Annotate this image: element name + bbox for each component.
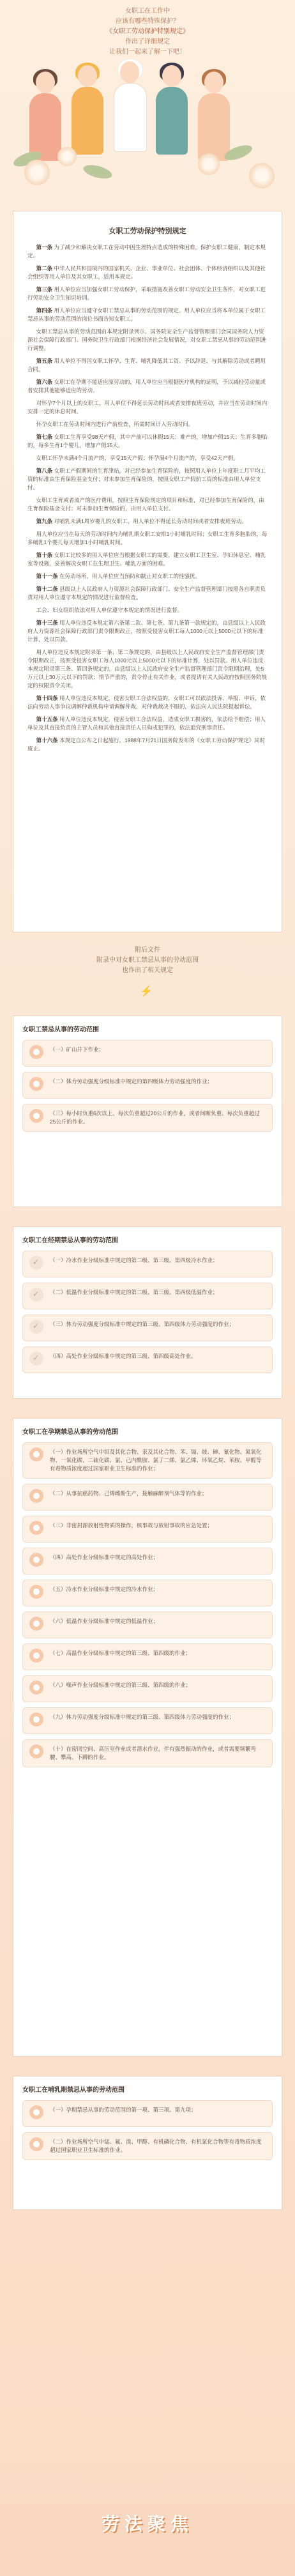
list-item (22, 1516, 273, 1543)
list-item-text: （五）冷水作业分级标准中规定的冷水作业； (50, 1586, 159, 1592)
article-label: 第九条 (36, 518, 53, 524)
article-paragraph (27, 307, 268, 323)
article-paragraph (27, 551, 268, 568)
list-item-text: （十）在密闭空间、高压室作业或者潜水作业，伴有强烈振动的作业，或者需要频繁弯腰、攀高、下蹲的作业。 (50, 1746, 257, 1760)
article-label: 第四条 (36, 307, 53, 314)
list-item (22, 1739, 273, 1767)
article-paragraph (27, 736, 268, 753)
article-text: 县级以上人民政府人力资源社会保障行政部门、安全生产监督管理部门按照各自职责负责对用人单位遵守本规定的情况进行监督检查。 (27, 586, 266, 600)
list-item-text: （九）体力劳动强度分级标准中规定的第三级、第四级体力劳动强度的作业； (50, 1714, 235, 1720)
article-text: 怀孕女职工在劳动时间内进行产前检查，所需时间计入劳动时间。 (36, 421, 194, 427)
article-paragraph (27, 606, 268, 614)
article-paragraph (27, 454, 268, 462)
list-item-text: （三）每小时负重6次以上、每次负重超过20公斤的作业，或者间断负重、每次负重超过25公斤的作业。 (50, 1110, 260, 1125)
lightning-icon: ⚡ (140, 986, 153, 997)
article-text: 用人单位应当遵守女职工禁忌从事的劳动范围的规定。用人单位应当将本单位属于女职工禁忌从事的劳动范围的岗位书面告知女职工。 (27, 307, 266, 322)
check-icon (29, 1320, 43, 1334)
list-item (22, 1040, 273, 1067)
intro-line: 也作出了相关规定 (122, 967, 173, 974)
list-item-text: （四）高处作业分级标准中规定的第三级、第四级高处作业。 (50, 1353, 197, 1359)
hero-text (0, 6, 295, 57)
article-paragraph (27, 496, 268, 513)
article-label: 第十四条 (36, 695, 58, 701)
list-item (22, 1675, 273, 1702)
article-text: 用人单位违反本规定，侵害女职工合法权益的，女职工可以依法投诉、举报、申诉，依法向劳动人事争议调解仲裁机构申请调解仲裁，对仲裁裁决不服的，依法向人民法院提起诉讼。 (27, 695, 266, 710)
bullet-icon (29, 1077, 43, 1091)
appendix-intro (0, 945, 295, 976)
article-text: 为了减少和解决女职工在劳动中因生理特点造成的特殊困难，保护女职工健康，制定本规定。 (27, 244, 266, 259)
list-item-text: （二）作业场所空气中锰、氟、溴、甲醇、有机磷化合物、有机氯化合物等有毒物质浓度超过国家职业卫生标准的作业。 (50, 2138, 262, 2153)
article-paragraph (27, 399, 268, 416)
article-text: 用人单位应当在每天的劳动时间内为哺乳期女职工安排1小时哺乳时间；女职工生育多胞胎的，每多哺乳1个婴儿每天增加1小时哺乳时间。 (27, 531, 268, 545)
article-text: 女职工生育享受98天产假，其中产前可以休假15天；难产的，增加产假15天；生育多胞胎的，每多生育1个婴儿，增加产假15天。 (27, 434, 268, 448)
article-text: 对哺乳未满1周岁婴儿的女职工，用人单位不得延长劳动时间或者安排夜班劳动。 (54, 518, 247, 524)
article-label: 第一条 (36, 244, 53, 250)
bullet-icon (29, 1521, 43, 1535)
article-paragraph (27, 467, 268, 492)
article-text: 用人单位应当加强女职工劳动保护，采取措施改善女职工劳动安全卫生条件，对女职工进行劳动安全卫生知识培训。 (27, 286, 266, 301)
article-text: 用人单位违反本规定，侵害女职工合法权益，造成女职工损害的，依法给予赔偿；用人单位及其直接负责的主管人员和其他直接责任人员构成犯罪的，依法追究刑事责任。 (27, 716, 266, 731)
article-label: 第十条 (36, 552, 53, 558)
list-item (22, 1484, 273, 1511)
article-text: 工会、妇女组织依法对用人单位遵守本规定的情况进行监督。 (36, 607, 183, 613)
article-text: 用人单位不得因女职工怀孕、生育、哺乳降低其工资、予以辞退、与其解除劳动或者聘用合同。 (27, 358, 266, 372)
article-paragraph (27, 243, 268, 260)
check-icon (29, 1352, 43, 1366)
article-text: 本规定自公布之日起施行。1988年7月21日国务院发布的《女职工劳动保护规定》同时废止。 (27, 737, 266, 752)
list-item (22, 1707, 273, 1734)
article-paragraph (27, 420, 268, 429)
list-item (22, 1643, 273, 1670)
article-label: 第十六条 (36, 737, 58, 743)
article-label: 第五条 (36, 358, 53, 364)
bullet-icon (29, 2137, 43, 2151)
hero-line: 作出了详细规定 (125, 38, 170, 45)
article-paragraph (27, 530, 268, 547)
article-text: 女职工禁忌从事的劳动范围由本规定附录列示。国务院安全生产监督管理部门会同国务院人力资源社会保障行政部门、国务院卫生行政部门根据经济社会发展情况，对女职工禁忌从事的劳动范围进行调整。 (27, 328, 267, 351)
intro-line: 附录中对女职工禁忌从事的劳动范围 (96, 957, 199, 964)
intro-line: 附后文件 (135, 947, 160, 954)
list-item-text: （三）非密封源放射性物质的操作，核事故与放射事故的应急处置； (50, 1522, 213, 1528)
list-item-text: （一）孕期禁忌从事的劳动范围的第一项、第三项、第九项； (50, 2107, 197, 2113)
list-item (22, 1072, 273, 1099)
section-title: 女职工在哺乳期禁忌从事的劳动范围 (22, 2087, 125, 2094)
article-text: 女职工怀孕未满4个月流产的，享受15天产假；怀孕满4个月流产的，享受42天产假。 (36, 455, 239, 461)
section-card (13, 2076, 282, 2210)
bullet-icon (29, 1744, 43, 1758)
section-title: 女职工在经期禁忌从事的劳动范围 (22, 1237, 118, 1244)
list-item (22, 1251, 273, 1277)
article-paragraph (27, 264, 268, 281)
bullet-icon (29, 1585, 43, 1599)
article-paragraph (27, 286, 268, 302)
regulation-card (13, 211, 282, 933)
article-paragraph (27, 619, 268, 644)
bullet-icon (29, 1045, 43, 1059)
article-paragraph (27, 648, 268, 690)
article-label: 第十三条 (36, 620, 58, 626)
list-item-text: （二）体力劳动强度分级标准中规定的第四级体力劳动强度的作业； (50, 1078, 213, 1085)
bullet-icon (29, 1447, 43, 1461)
bullet-icon (29, 1680, 43, 1695)
bullet-icon (29, 1109, 43, 1123)
section-title: 女职工禁忌从事的劳动范围 (22, 1026, 99, 1033)
bullet-icon (29, 1489, 43, 1503)
article-label: 第十二条 (36, 586, 58, 592)
article-text: 在劳动场所，用人单位应当预防和制止对女职工的性骚扰。 (59, 573, 200, 579)
bullet-icon (29, 1617, 43, 1631)
article-paragraph (27, 357, 268, 374)
article-label: 第十五条 (36, 716, 58, 722)
bullet-icon (29, 1553, 43, 1567)
article-text: 女职工产假期间的生育津贴，对已经参加生育保险的，按照用人单位上年度职工月平均工资的标准由生育保险基金支付；对未参加生育保险的，按照女职工产假前工资的标准由用人单位支付。 (27, 468, 266, 491)
regulation-title: 女职工劳动保护特别规定 (109, 227, 186, 235)
hero-banner (0, 0, 295, 211)
list-item (22, 1283, 273, 1309)
list-item-text: （二）低温作业分级标准中规定的第二级、第三级、第四级低温作业； (50, 1289, 218, 1295)
article-text: 对怀孕7个月以上的女职工，用人单位不得延长劳动时间或者安排夜班劳动，并应当在劳动时间内安排一定的休息时间。 (27, 400, 268, 415)
list-item-text: （六）低温作业分级标准中规定的低温作业； (50, 1618, 159, 1624)
article-label: 第二条 (36, 265, 53, 271)
list-item-text: （一）冷水作业分级标准中规定的第二级、第三级、第四级冷水作业； (50, 1257, 218, 1263)
list-item (22, 1580, 273, 1606)
article-paragraph (27, 585, 268, 602)
list-item-text: （七）高温作业分级标准中规定的第三级、第四级的作业； (50, 1650, 192, 1656)
list-item (22, 2132, 273, 2160)
article-paragraph (27, 378, 268, 395)
list-item (22, 2100, 273, 2127)
section-card (13, 1418, 282, 2057)
check-icon (29, 1256, 43, 1270)
article-paragraph (27, 715, 268, 732)
article-paragraph (27, 433, 268, 450)
article-label: 第三条 (36, 286, 53, 293)
list-item-text: （三）体力劳动强度分级标准中规定的第三级、第四级体力劳动强度的作业； (50, 1321, 235, 1327)
article-label: 第八条 (36, 468, 53, 474)
article-text: 女职工比较多的用人单位应当根据女职工的需要，建立女职工卫生室、孕妇休息室、哺乳室等设施，妥善解决女职工在生理卫生、哺乳方面的困难。 (27, 552, 266, 567)
list-item-text: （一）作业场所空气中铅及其化合物、汞及其化合物、苯、镉、铍、砷、氰化物、氮氧化物、一氧化碳、二硫化碳、氯、己内酰胺、氯丁二烯、氯乙烯、环氧乙烷、苯胺、甲醛等有毒物质浓度超过国家职业卫生标准的作业； (50, 1449, 262, 1472)
article-text: 女职工在孕期不能适应原劳动的，用人单位应当根据医疗机构的证明，予以减轻劳动量或者安排其他能够适应的劳动。 (27, 379, 266, 393)
list-item (22, 1548, 273, 1574)
section-title: 女职工在孕期禁忌从事的劳动范围 (22, 1429, 118, 1436)
article-label: 第十一条 (36, 573, 58, 579)
hero-line: 让我们一起来了解一下吧！ (109, 49, 186, 56)
article-text: 中华人民共和国境内的国家机关、企业、事业单位、社会团体、个体经济组织以及其他社会组织等用人单位及其女职工，适用本规定。 (27, 265, 266, 280)
section-card (13, 1016, 282, 1207)
flowers-decoration (13, 134, 282, 192)
article-paragraph (27, 694, 268, 711)
articles-list (27, 243, 268, 753)
footer-title: 劳法聚焦 (101, 2513, 193, 2534)
bullet-icon (29, 1712, 43, 1726)
article-paragraph (27, 517, 268, 526)
hero-line: 《女职工劳动保护特别规定》 (106, 28, 189, 35)
hero-line: 女职工在工作中 (125, 8, 170, 15)
list-item (22, 1346, 273, 1373)
article-text: 女职工生育或者流产的医疗费用，按照生育保险规定的项目和标准，对已经参加生育保险的，由生育保险基金支付；对未参加生育保险的，由用人单位支付。 (27, 497, 264, 512)
article-text: 用人单位违反本规定附录第一条、第二条规定的，由县级以上人民政府安全生产监督管理部门责令限期改正，按照受侵害女职工每人1000元以上5000元以下的标准计算，处以罚款。用人单位违反本规定附录第三条、第四条规定的，由县级以上人民政府安全生产监督管理部门责令限期治理，处5万元以上30万元以下的罚款；情节严重的，责令停止有关作业，或者提请有关人民政府按照国务院规定的权限责令关闭。 (27, 649, 267, 689)
list-item-text: （八）噪声作业分级标准中规定的第三级、第四级的作业； (50, 1682, 192, 1688)
article-text: 用人单位违反本规定第六条第二款、第七条、第九条第一款规定的，由县级以上人民政府人力资源社会保障行政部门责令限期改正，按照受侵害女职工每人1000元以上5000元以下的标准计算，处以罚款。 (27, 620, 266, 643)
list-item-text: （二）从事抗癌药物、己烯雌酚生产，接触麻醉剂气体等的作业； (50, 1490, 208, 1497)
article-paragraph (27, 572, 268, 581)
check-icon (29, 1288, 43, 1302)
list-item-text: （一）矿山井下作业； (50, 1046, 105, 1053)
bullet-icon (29, 2105, 43, 2119)
section-card (13, 1226, 282, 1399)
article-paragraph (27, 328, 268, 353)
list-item (22, 1612, 273, 1638)
article-label: 第六条 (36, 379, 53, 385)
list-item-text: （四）高处作业分级标准中规定的高处作业； (50, 1554, 159, 1560)
list-item (22, 1442, 273, 1479)
list-item (22, 1315, 273, 1341)
bullet-icon (29, 1649, 43, 1663)
article-label: 第七条 (36, 434, 53, 440)
hero-line: 应该有哪些特殊保护？ (116, 18, 179, 25)
list-item (22, 1104, 273, 1132)
